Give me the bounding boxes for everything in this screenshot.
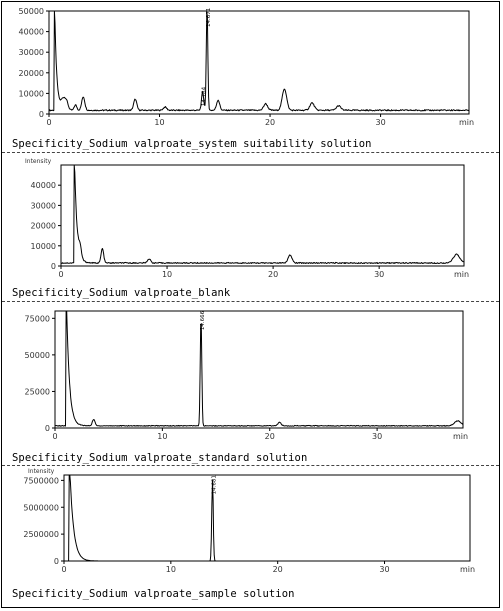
y-tick-label: 50000 xyxy=(24,350,50,360)
chromatogram-system-suitability xyxy=(2,2,499,134)
x-axis-unit: min xyxy=(460,565,476,574)
peak-retention-label: 14.666 xyxy=(200,310,207,331)
y-tick-label: 50000 xyxy=(18,7,44,16)
panel-standard xyxy=(2,302,499,465)
panel-blank xyxy=(2,153,499,301)
plot-frame xyxy=(55,311,463,428)
y-axis-label: Intensity xyxy=(28,468,55,475)
x-tick-label: 30 xyxy=(379,565,390,574)
x-tick-label: 20 xyxy=(272,565,283,574)
x-tick-label: 10 xyxy=(161,270,173,279)
x-tick-label: 0 xyxy=(46,118,52,127)
x-axis-unit: min xyxy=(453,432,469,441)
y-tick-label: 0 xyxy=(38,110,44,119)
peak-retention-label: 14.681 xyxy=(211,475,218,495)
y-tick-label: 20000 xyxy=(18,68,44,78)
plot-frame xyxy=(49,11,469,114)
caption-blank: Specificity_Sodium valproate_blank xyxy=(12,287,231,299)
y-tick-label: 2500000 xyxy=(23,530,59,540)
x-axis-unit: min xyxy=(459,118,475,127)
y-tick-label: 30000 xyxy=(30,201,56,211)
y-tick-label: 40000 xyxy=(30,181,56,191)
chromatogram-trace xyxy=(61,165,464,264)
x-axis-unit: min xyxy=(454,270,470,279)
plot-frame xyxy=(61,165,464,266)
chromatogram-blank xyxy=(2,153,499,283)
y-tick-label: 0 xyxy=(53,557,59,566)
x-tick-label: 10 xyxy=(154,118,165,127)
plot-frame xyxy=(64,475,470,561)
y-tick-label: 75000 xyxy=(24,314,50,324)
y-tick-label: 20000 xyxy=(30,221,56,231)
x-tick-label: 20 xyxy=(264,432,275,441)
x-tick-label: 10 xyxy=(165,565,176,574)
panel-system-suitability xyxy=(2,2,499,152)
y-tick-label: 0 xyxy=(44,424,50,433)
x-tick-label: 30 xyxy=(372,432,383,441)
y-tick-label: 30000 xyxy=(18,48,44,58)
chromatogram-trace xyxy=(55,311,463,426)
chromatogram-standard xyxy=(2,302,499,447)
y-tick-label: 40000 xyxy=(18,27,44,37)
peak-retention-label: 14.184 xyxy=(201,86,208,107)
panel-sample xyxy=(2,466,499,606)
chromatogram-sample xyxy=(2,466,499,586)
x-tick-label: 20 xyxy=(268,270,279,279)
chromatogram-trace xyxy=(64,475,470,561)
y-tick-label: 10000 xyxy=(18,89,44,99)
caption-system-suitability: Specificity_Sodium valproate_system suitability solution xyxy=(12,138,372,150)
y-tick-label: 5000000 xyxy=(23,503,59,513)
chromatogram-trace xyxy=(49,11,469,111)
x-tick-label: 0 xyxy=(52,432,58,441)
x-tick-label: 10 xyxy=(157,432,168,441)
caption-standard: Specificity_Sodium valproate_standard solution xyxy=(12,452,308,464)
y-tick-label: 10000 xyxy=(30,241,56,251)
y-tick-label: 25000 xyxy=(24,387,50,397)
peak-retention-label: 14.671 xyxy=(206,7,213,27)
x-tick-label: 30 xyxy=(375,118,386,127)
x-tick-label: 0 xyxy=(58,270,64,279)
caption-sample: Specificity_Sodium valproate_sample solution xyxy=(12,588,295,600)
x-tick-label: 0 xyxy=(61,565,67,574)
x-tick-label: 20 xyxy=(264,118,276,127)
x-tick-label: 30 xyxy=(374,270,385,279)
y-axis-label: Intensity xyxy=(25,158,52,165)
y-tick-label: 0 xyxy=(50,262,56,271)
y-tick-label: 7500000 xyxy=(23,476,59,486)
